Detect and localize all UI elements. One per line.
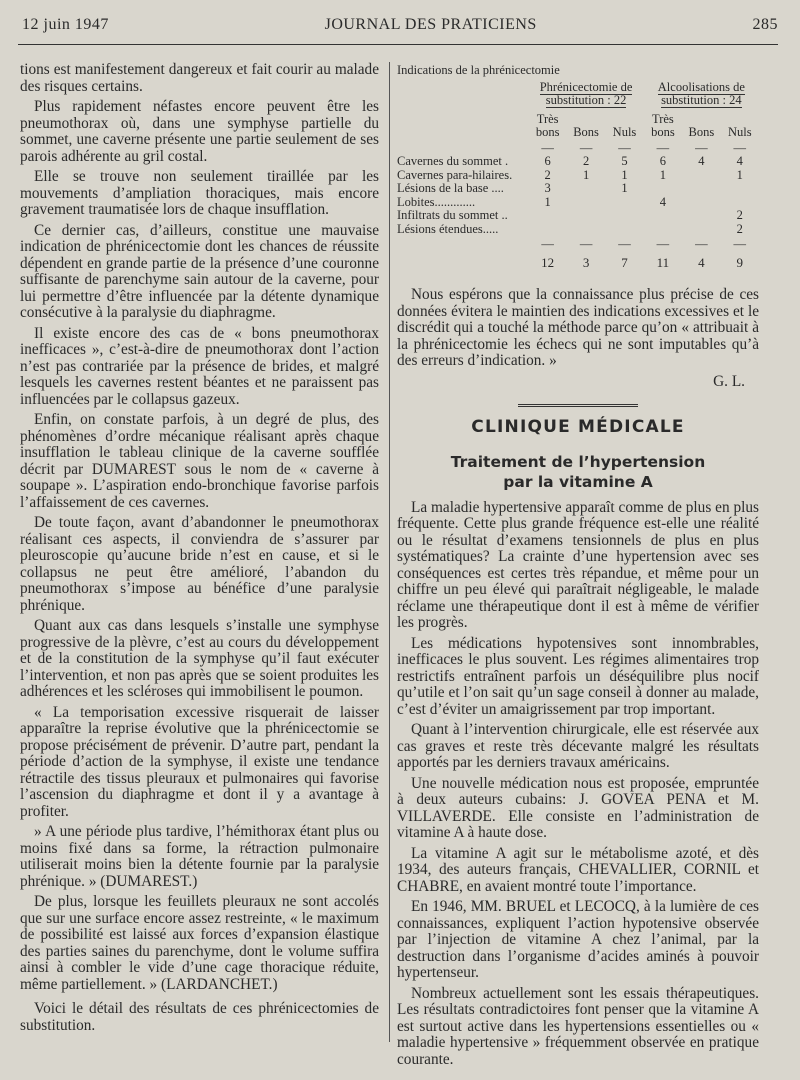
dash: — [733, 140, 747, 155]
signature: G. L. [713, 372, 745, 390]
cell [721, 182, 759, 196]
cell: 1 [582, 167, 590, 182]
cell: 4 [698, 154, 705, 168]
cell: 3 [544, 181, 551, 195]
dash: — [541, 140, 554, 155]
cell [644, 182, 682, 196]
cell [682, 169, 720, 183]
section-title: CLINIQUE MÉDICALE [471, 417, 685, 437]
paragraph: Il existe encore des cas de « bons pneumothorax inefficaces », c’est-à-dire de pneumothorax dont l’action n’est pas contrariée par la présence de brides, et malgré lesquels les cavernes restent béantes et ne paraissent pas influencées par le collapsus gazeux. [20, 324, 379, 408]
column-header: Très [652, 111, 674, 126]
cell [567, 209, 605, 223]
paragraph: Les médications hypotensives sont innombrables, inefficaces le plus souvent. Les régimes alimentaires trop restrictifs entraînent parfois un déséquilibre plus nocif qu’utile et l’on sait qu’un sage conseil à donner au malade, c’est d’éviter un amaigrissement par trop important. [397, 634, 759, 718]
total-cell: 11 [656, 254, 670, 270]
paragraph: « La temporisation excessive risquerait de laisser apparaître la reprise évolutive que la phrénicectomie se propose précisément de prévenir. D’autre part, pendant la période d’action de la symphyse, il existe une tendance rétractile des tissus pleuraux et pulmonaires qui favorise l’ascension du diaphragme et dont il y a avantage à profiter. [20, 703, 379, 820]
cell: 4 [736, 154, 743, 168]
cell [682, 209, 720, 223]
table-title: Indications de la phrénicectomie [397, 63, 560, 77]
dash: — [695, 237, 708, 251]
cell [721, 196, 759, 210]
header-date: 12 juin 1947 [22, 16, 109, 33]
cell: 1 [736, 167, 743, 182]
article-title-line-2: par la vitamine A [503, 472, 653, 491]
cell: 1 [621, 167, 628, 182]
cell: 1 [659, 167, 667, 182]
dash: — [579, 237, 593, 251]
paragraph: La maladie hypertensive apparaît comme de plus en plus fréquente. Cette plus grande fréquence est-elle une réalité ou le résultat d’examens tensionnels de plus en plus systématiques? La crainte d’une hypertension avec ses conséquences est certes très répandue, et même pour un chiffre un peu élevé qui paraîtrait négligeable, le malade réclame une thérapeutique dont il est à même de vérifier les progrès. [397, 498, 759, 631]
cell [528, 209, 566, 223]
article-title-line-1: Traitement de l’hypertension [450, 452, 706, 471]
header-journal-title: JOURNAL DES PRATICIENS [324, 16, 537, 33]
cell: 1 [621, 181, 628, 195]
column-header: bons [651, 125, 675, 139]
table-row [397, 196, 759, 210]
totals-row [397, 252, 759, 270]
table-row [397, 209, 759, 223]
right-column [397, 62, 759, 1072]
cell: 2 [544, 167, 551, 182]
column-header: Très [536, 111, 559, 126]
cell [605, 209, 643, 223]
cell: 1 [544, 194, 551, 209]
section-separator [518, 404, 638, 409]
column-header: Nuls [727, 125, 752, 139]
total-cell: 7 [621, 254, 628, 270]
cell: 2 [582, 154, 590, 168]
paragraph: Elle se trouve non seulement tiraillée par les mouvements d’ampliation thoraciques, mais encore gravement traumatisée lors de chaque insufflation. [20, 168, 379, 218]
group-header-phrenicectomie: Phrénicectomie de substitution : 22 [539, 79, 633, 107]
paragraph: » A une période plus tardive, l’hémithorax étant plus ou moins fixé dans sa forme, la rétraction pulmonaire utiliserait moins bien la détente fournie par la paralysie phrénique. » (DUMAREST.) [20, 823, 379, 890]
cell [682, 182, 720, 196]
total-cell: 3 [582, 254, 590, 270]
column-header: Bons [688, 125, 715, 139]
table-row [397, 169, 759, 183]
cell [682, 223, 720, 237]
table-row [397, 155, 759, 169]
article-title [397, 452, 759, 492]
row-label: Cavernes para-hilaires. [397, 167, 513, 182]
paragraph: La vitamine A agit sur le métabolisme azoté, et dès 1934, des auteurs français, CHEVALLIER, CORNIL et CHABRE, en avaient montré toute l’importance. [397, 844, 759, 895]
paragraph: Ce dernier cas, d’ailleurs, constitue une mauvaise indication de phrénicectomie dont les chances de réussite dépendent en grande partie de la présence d’une couronne suffisante de parenchyme sain autour de la caverne, pour lui permettre d’être influencée par la détente dynamique consécutive à la paralysie du diaphragme. [20, 221, 379, 321]
paragraph: Nombreux actuellement sont les essais thérapeutiques. Les résultats contradictoires font penser que la vitamine A est surtout active dans les hypertensions essentielles ou « maladie hypertensive » fréquemment observée en pratique courante. [397, 984, 759, 1068]
paragraph: Plus rapidement néfastes encore peuvent être les pneumothorax où, dans une symphyse partielle du sommet, une caverne présente une partie seulement de ses parois adhérente au gril costal. [20, 98, 379, 165]
cell [605, 196, 643, 210]
cell [605, 223, 643, 237]
cell: 6 [659, 154, 667, 168]
cell [528, 223, 566, 237]
paragraph: De toute façon, avant d’abandonner le pneumothorax réalisant ces aspects, il conviendra de s’assurer par pleuroscopie qu’aucune bride n’est en cause, et si le collapsus ne peut être amélioré, l’abandon du pneumothorax s’impose au bénéfice d’une paralysie phrénique. [20, 514, 379, 614]
dash: — [656, 237, 670, 251]
cell [644, 223, 682, 237]
header-rule [18, 44, 778, 45]
cell [644, 209, 682, 223]
dash: — [579, 140, 593, 155]
cell: 6 [544, 154, 551, 168]
paragraph: Quant à l’intervention chirurgicale, elle est réservée aux cas graves et reste très décevante malgré les résultats apportés par les derniers travaux américains. [397, 721, 759, 771]
results-table [397, 81, 759, 270]
paragraph: De plus, lorsque les feuillets pleuraux ne sont accolés que sur une surface encore assez restreinte, « le maximum de possibilité est laissé aux forces d’expansion élastique des parties saines du parenchyme, dont le volume suffira ainsi à combler le vide d’une cage thoracique réduite, même partiellement. » (LARDANCHET.) [20, 893, 379, 993]
column-header: Bons [573, 125, 599, 139]
row-label: Infiltrats du sommet .. [397, 208, 508, 222]
paragraph: Quant aux cas dans lesquels s’installe une symphyse progressive de la plèvre, c’est au cours du développement et de la constitution de la symphyse qu’il faut exécuter l’intervention, et non pas après que se soient produites les adhérences et les scléroses qui immobilisent le poumon. [20, 617, 379, 700]
cell: 4 [659, 194, 667, 209]
total-cell: 4 [698, 254, 705, 270]
row-label: Lésions étendues..... [397, 221, 499, 236]
dash: — [541, 237, 554, 251]
dash: — [656, 140, 670, 155]
row-label: Lésions de la base .... [397, 181, 504, 195]
paragraph: Nous espérons que la connaissance plus précise de ces données évitera le maintien des indications excessives et le discrédit qui a touché la méthode parce qu’on « attribuait à la phrénicectomie les échecs qui ne sont imputables qu’à des erreurs d’indication. » [397, 286, 759, 369]
cell [567, 223, 605, 237]
cell: 5 [621, 154, 628, 168]
running-header [22, 16, 778, 42]
row-label: Lobites............. [397, 194, 476, 209]
total-cell: 12 [541, 254, 555, 270]
cell: 2 [736, 221, 743, 236]
paragraph: Voici le détail des résultats de ces phrénicectomies de substitution. [20, 1000, 379, 1034]
paragraph: En 1946, MM. BRUEL et LECOCQ, à la lumière de ces connaissances, expliquent l’action hypotensive observée par l’injection de vitamine A chez l’animal, par la destruction dans l’organisme d’acides aminés à pouvoir hypertenseur. [397, 898, 759, 981]
total-cell: 9 [736, 254, 744, 270]
dash: — [733, 237, 747, 251]
dash: — [695, 140, 708, 155]
column-divider [389, 62, 390, 1042]
cell [567, 182, 605, 196]
column-header: Nuls [612, 125, 637, 139]
table-row [397, 223, 759, 237]
cell: 2 [736, 208, 743, 222]
paragraph: Enfin, on constate parfois, à un degré de plus, des phénomènes d’ordre mécanique réalisant après chaque insufflation le tableau clinique de la caverne soufflée décrit par DUMAREST sous le nom de « caverne à soupape ». L’aspiration endo-bronchique favorise parfois l’affaissement de ces cavernes. [20, 411, 379, 511]
dash: — [618, 237, 631, 251]
paragraph: Une nouvelle médication nous est proposée, empruntée à deux auteurs cubains: J. GOVEA PENA et M. VILLAVERDE. Elle consiste en l’administration de vitamine A à haute dose. [397, 774, 759, 841]
group-header-alcoolisations: Alcoolisations de substitution : 24 [657, 79, 745, 107]
left-column [20, 62, 379, 1038]
cell [567, 196, 605, 210]
dash: — [618, 140, 631, 155]
header-page-number: 285 [752, 16, 778, 33]
paragraph: tions est manifestement dangereux et fait courir au malade des risques certains. [20, 61, 379, 95]
row-label: Cavernes du sommet . [397, 154, 509, 168]
cell [682, 196, 720, 210]
table-row [397, 182, 759, 196]
column-header: bons [535, 125, 560, 139]
